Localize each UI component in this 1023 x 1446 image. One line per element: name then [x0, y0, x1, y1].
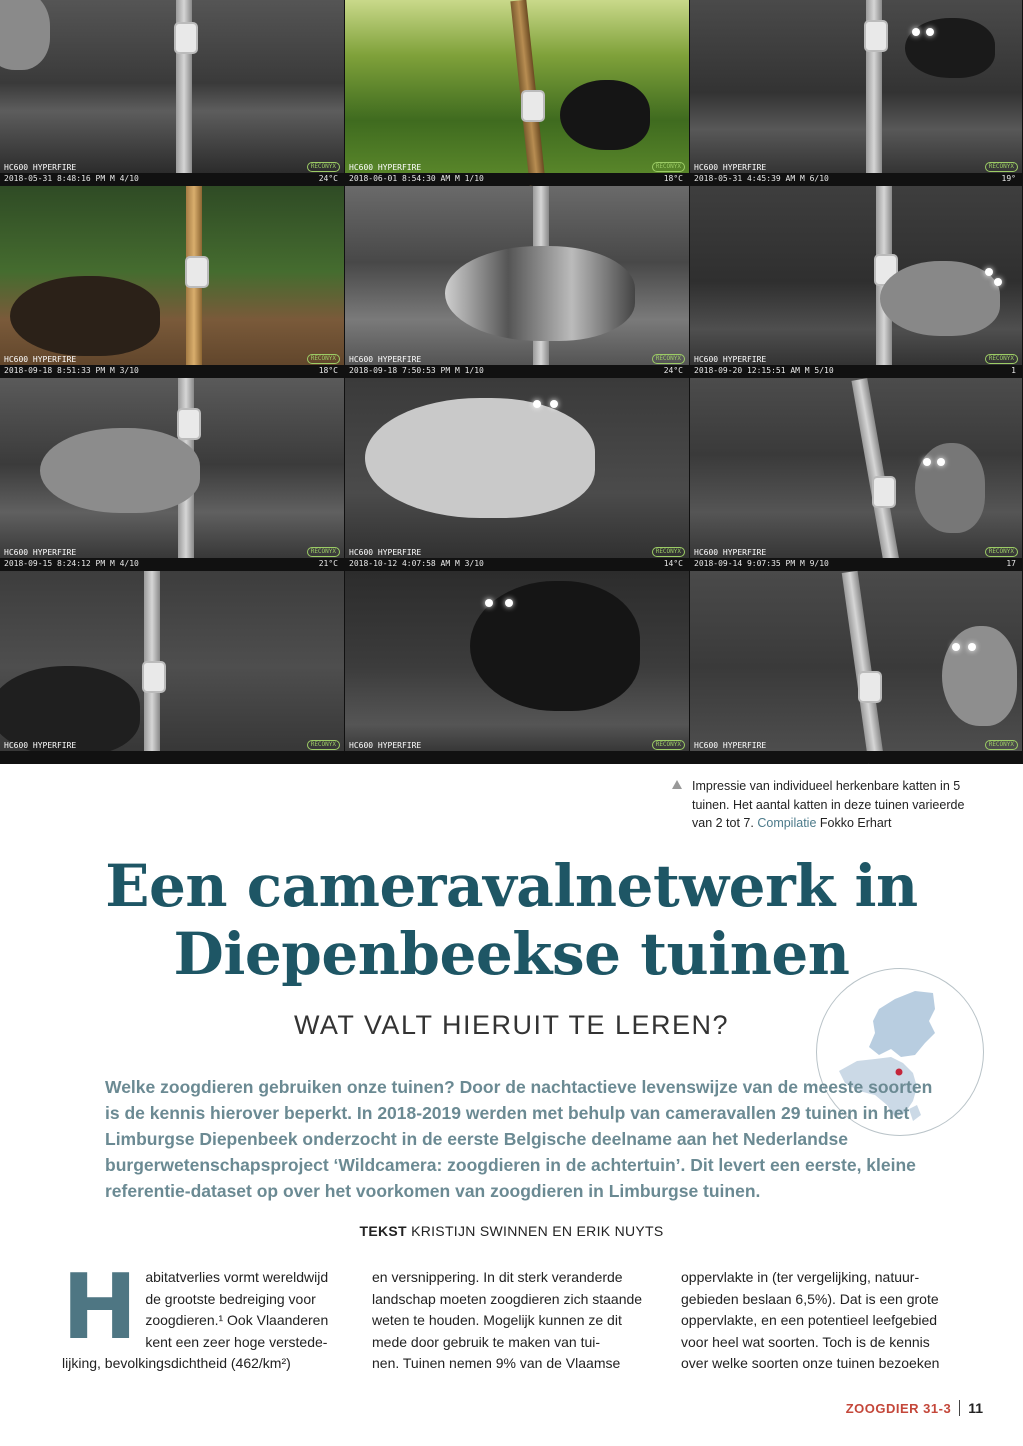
cat	[10, 276, 160, 356]
byline-authors: KRISTIJN SWINNEN EN ERIK NUYTS	[411, 1223, 664, 1239]
intro-text: Welke zoogdieren gebruiken onze tuinen? Door de nachtactieve levenswijze van de meeste soorten is de kennis hierover beperkt. In 2018-2019 werden met behulp van cameravallen 29 tuinen in het Limburgse Diepenbeek onderzocht in de eerste Belgische deelname aan het Nederlandse burgerwetenschapsproject ‘Wildcamera: zoogdieren in de achtertuin’. Dit levert een eerste, kleine referentie-dataset op over het voorkomen van zoogdieren in Limburgse tuinen.	[105, 1077, 933, 1201]
camera-trap	[858, 671, 882, 703]
camera-trap	[864, 20, 888, 52]
cat-eye	[968, 643, 976, 651]
camera-trap	[174, 22, 198, 54]
camera-photo	[0, 378, 345, 571]
caption-credit-label: Compilatie	[757, 816, 817, 830]
body-line: voor heel wat soorten. Toch is de kennis	[681, 1333, 930, 1350]
camera-photo	[345, 0, 690, 186]
photo-stamp: HC600 HYPERFIRE RECONYX 2018-09-14 9:07:35 PM M 9/10 17	[690, 558, 1022, 570]
body-line: oppervlakte in (ter vergelijking, natuur-	[681, 1269, 920, 1285]
body-line: over welke soorten onze tuinen bezoeken	[681, 1355, 940, 1371]
camera-photo	[345, 378, 690, 571]
cat-eye	[952, 643, 960, 651]
cat-eye	[550, 400, 558, 408]
body-column-2	[372, 1267, 657, 1375]
cat	[470, 581, 640, 711]
cat-eye	[533, 400, 541, 408]
cat	[445, 246, 635, 341]
photo-caption	[692, 777, 982, 833]
netherlands-shape	[869, 991, 935, 1057]
pole	[842, 571, 885, 763]
footer-divider	[959, 1400, 960, 1416]
body-line: abitatverlies vormt wereldwijd	[145, 1269, 329, 1285]
photo-stamp: HC600 HYPERFIRE RECONYX 2018-10-12 4:07:58 AM M 3/10 14°C	[345, 558, 689, 570]
body-line: zoogdieren.¹ Ook Vlaanderen	[145, 1312, 329, 1328]
body-line: landschap moeten zoogdieren zich staande	[372, 1290, 643, 1307]
cat-eye	[505, 599, 513, 607]
cat-eye	[923, 458, 931, 466]
photo-stamp: HC600 HYPERFIRE RECONYX 2018-06-01 8:54:30 AM M 1/10 18°C	[345, 173, 689, 185]
camera-photo	[690, 186, 1023, 378]
camera-trap	[177, 408, 201, 440]
photo-stamp: HC600 HYPERFIRE RECONYX	[0, 751, 344, 763]
cat-eye	[937, 458, 945, 466]
camera-photo	[345, 571, 690, 764]
cat-eye	[985, 268, 993, 276]
cat	[40, 428, 200, 513]
camera-photo	[690, 571, 1023, 764]
camera-photo	[0, 186, 345, 378]
body-column-1	[62, 1255, 342, 1375]
caption-triangle-icon	[672, 780, 682, 789]
camera-photo	[345, 186, 690, 378]
camera-photo	[690, 0, 1023, 186]
body-line: en versnippering. In dit sterk veranderde	[372, 1269, 623, 1285]
photo-stamp: HC600 HYPERFIRE RECONYX 2018-05-31 4:45:39 AM M 6/10 19°	[690, 173, 1022, 185]
camera-photo	[690, 378, 1023, 571]
photo-stamp: HC600 HYPERFIRE RECONYX 2018-09-18 8:51:33 PM M 3/10 18°C	[0, 365, 344, 377]
body-line: weten te houden. Mogelijk kunnen ze dit	[372, 1312, 622, 1328]
body-line: de grootste bedreiging voor	[145, 1290, 316, 1307]
cat	[905, 18, 995, 78]
byline	[0, 1223, 1023, 1239]
cat-eye	[912, 28, 920, 36]
caption-text: Impressie van individueel herkenbare katten in 5 tuinen. Het aantal katten in deze tuinen varieerde van 2 tot 7.	[692, 779, 965, 830]
cat	[942, 626, 1017, 726]
photo-stamp: HC600 HYPERFIRE RECONYX	[345, 751, 689, 763]
title-line-1: Een cameravalnetwerk in	[105, 852, 918, 920]
article-title	[0, 852, 1023, 988]
article-subtitle: WAT VALT HIERUIT TE LEREN?	[293, 1010, 730, 1040]
body-line: gebieden beslaan 6,5%). Dat is een grote	[681, 1290, 939, 1307]
cat	[365, 398, 595, 518]
page-footer	[846, 1400, 983, 1416]
body-line: oppervlakte, en een potentieel leefgebied	[681, 1312, 938, 1328]
caption-credit-name: Fokko Erhart	[819, 816, 892, 830]
title-line-2: Diepenbeekse tuinen	[173, 920, 850, 988]
byline-label: TEKST	[359, 1223, 407, 1239]
body-column-3	[681, 1267, 961, 1375]
cat-eye	[994, 278, 1002, 286]
photo-stamp: HC600 HYPERFIRE RECONYX 2018-09-15 8:24:12 PM M 4/10 21°C	[0, 558, 344, 570]
camera-trap	[185, 256, 209, 288]
body-line: nen. Tuinen nemen 9% van de Vlaamse	[372, 1355, 621, 1371]
cat	[880, 261, 1000, 336]
drop-cap: H	[62, 1255, 138, 1360]
body-line: kent een zeer hoge verstede-	[145, 1333, 328, 1350]
pole	[851, 378, 900, 570]
body-line: mede door gebruik te maken van tui-	[372, 1333, 601, 1350]
cat	[0, 0, 50, 70]
page-number: 11	[968, 1400, 983, 1416]
photo-stamp: HC600 HYPERFIRE RECONYX 2018-09-18 7:50:53 PM M 1/10 24°C	[345, 365, 689, 377]
magazine-name: ZOOGDIER 31-3	[845, 1401, 952, 1416]
body-line: lijking, bevolkingsdichtheid (462/km²)	[62, 1355, 291, 1371]
camera-photo	[0, 0, 345, 186]
camera-photo	[0, 571, 345, 764]
camera-trap	[872, 476, 896, 508]
article-intro	[105, 1074, 935, 1204]
photo-stamp: HC600 HYPERFIRE RECONYX 2018-09-20 12:15:51 AM M 5/10 1	[690, 365, 1022, 377]
photo-stamp: HC600 HYPERFIRE RECONYX	[690, 751, 1022, 763]
photo-stamp: HC600 HYPERFIRE RECONYX 2018-05-31 8:48:16 PM M 4/10 24°C	[0, 173, 344, 185]
camera-trap	[142, 661, 166, 693]
cat-eye	[926, 28, 934, 36]
cat-eye	[485, 599, 493, 607]
camera-trap	[521, 90, 545, 122]
cat	[915, 443, 985, 533]
cat	[560, 80, 650, 150]
